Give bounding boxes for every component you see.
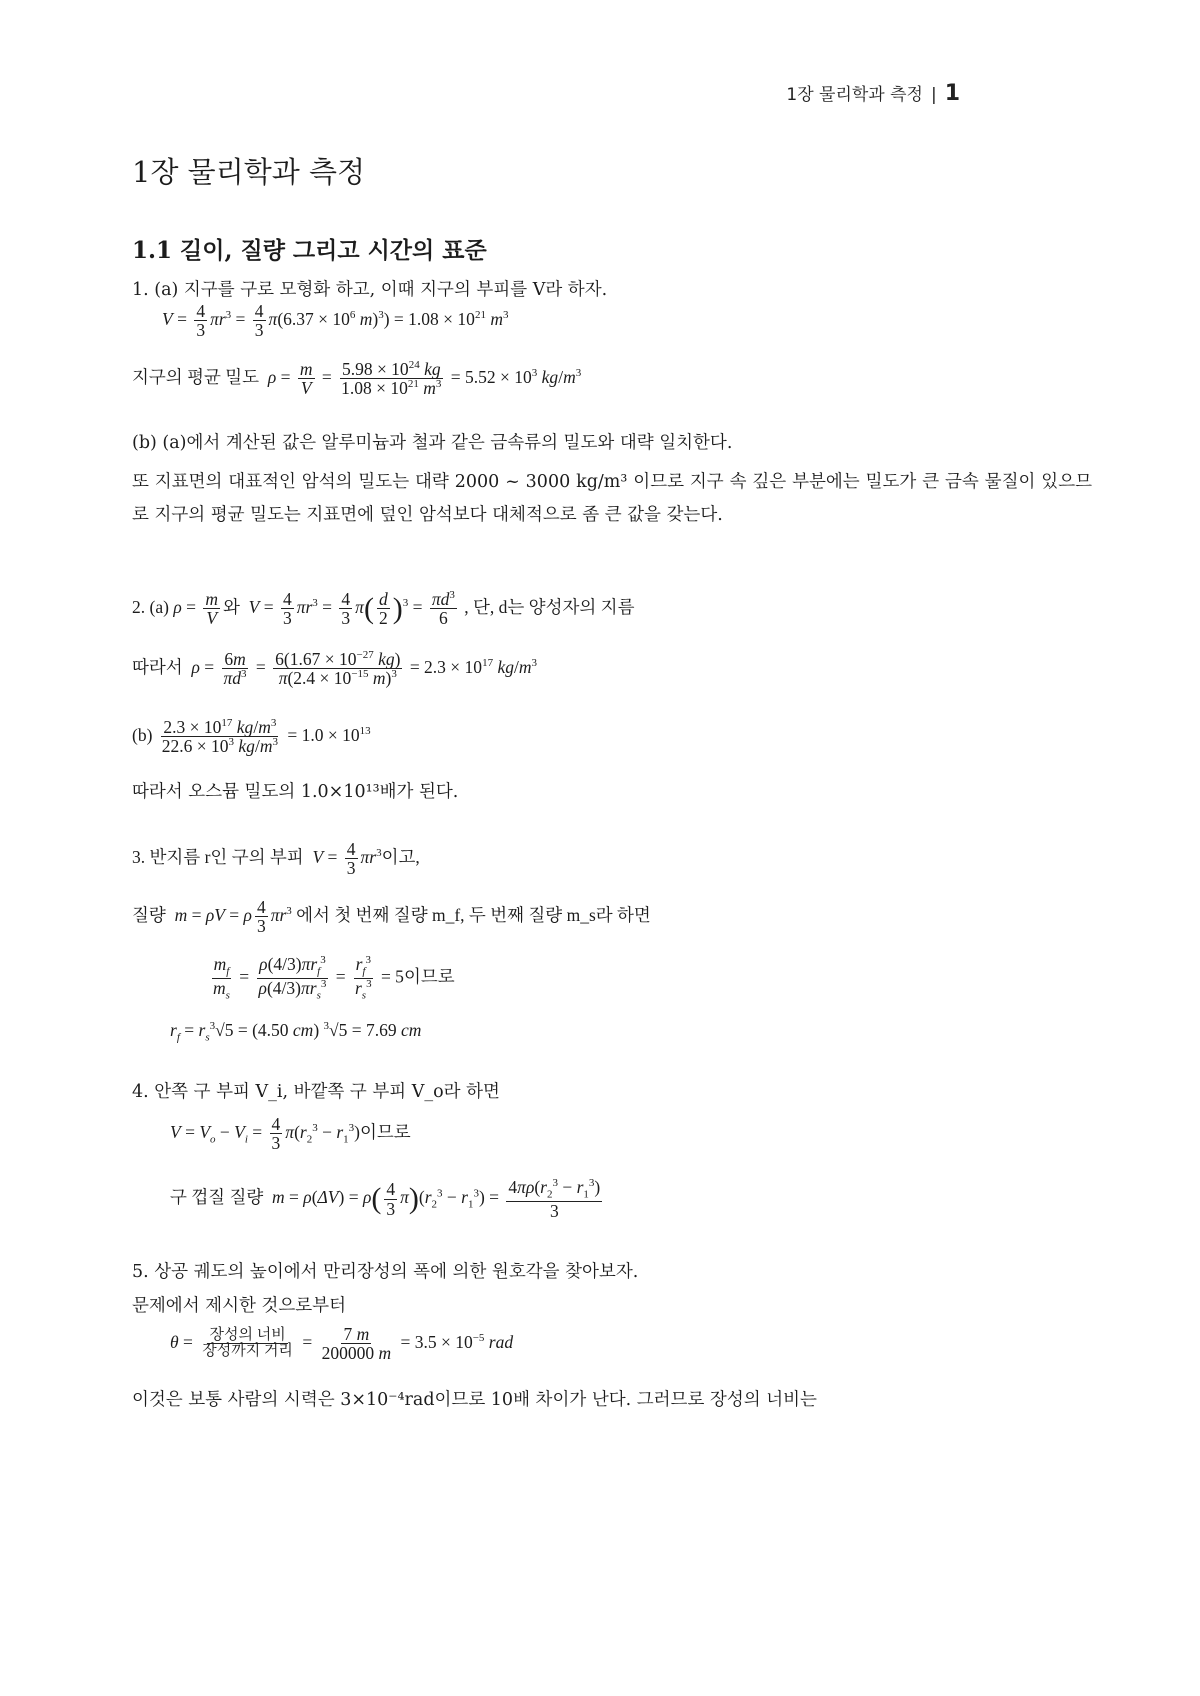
problem-2-result-eq: 따라서 ρ = $\frac{6m}{\pi d^3}$ = $\frac{6(1.67 \times 10^{-27} kg)}{\pi(2.4 \times 10^{-15} m)^3}$ = $2.3 \times 10^{17}$ $kg/m^3$ xyxy=(132,649,537,689)
problem-5-lead: 5. 상공 궤도의 높이에서 만리장성의 폭에 의한 원호각을 찾아보자. xyxy=(132,1262,639,1282)
problem-4-line-tail: 이므로 xyxy=(359,1121,411,1142)
problem-2-b-label: (b) xyxy=(132,724,153,745)
angle-frac-den: 장성까지 거리 xyxy=(202,1343,293,1360)
problem-2-eq: 2. (a) ρ = $\frac{m}{V}$ 와 V = $\frac{4}{3}$ $\pi r^3$ = $\frac{4}{3}$ π( $\frac{d}{2}$ )$^3$ = $\frac{\pi d^3}{6}$ , 단, d는 양성자의 지름 xyxy=(132,589,635,629)
problem-1-paragraph: 또 지표면의 대표적인 암석의 밀도는 대략 2000 ~ 3000 kg/m³ 이므로 지구 속 깊은 부분에는 밀도가 큰 금속 물질이 있으므로 지구의 평균 밀도는 지표면에 덮인 암석보다 대체적으로 좀 큰 값을 갖는다. xyxy=(132,472,1092,525)
problem-3-volume: 3. 반지름 r인 구의 부피 V = $\frac{4}{3}$ $\pi r^3$이고, xyxy=(132,839,420,879)
problem-3-ratio-tail: 이므로 xyxy=(403,966,455,987)
density-label: 지구의 평균 밀도 xyxy=(132,366,260,387)
problem-2-wa: 와 xyxy=(222,596,240,617)
problem-4-volume-eq: $V = V_o - V_i$ = $\frac{4}{3}$ $\pi(r_2^3 - r_1^3)$이므로 xyxy=(170,1114,411,1154)
problem-2-b-eq: (b) $\frac{2.3 \times 10^{17} kg/m^3}{22.6 \times 10^3 kg/m^3}$ = $1.0 \times 10^{13}$ xyxy=(132,717,371,757)
problem-1-b: (b) (a)에서 계산된 값은 알루미늄과 철과 같은 금속류의 밀도와 대략 일치한다. xyxy=(132,433,733,453)
problem-1-volume-eq: V = $\frac{4}{3}$ $\pi r^3$ = $\frac{4}{3}$ $\pi(6.37 \times 10^6$ $m)^3) = 1.08 \times 10^{21}$ $m^3$ xyxy=(162,301,509,341)
problem-2-conclusion: 따라서 오스뮴 밀도의 1.0×10¹³배가 된다. xyxy=(132,782,459,802)
problem-4-shell-eq: 구 껍질 질량 m = ρ(ΔV) = ρ( $\frac{4}{3}$ $\pi)(r_2^3 - r_1^3)$ = $\frac{4\pi\rho(r_2^3 - r_1^3)}{3}$ xyxy=(170,1177,601,1222)
problem-3-lead: 3. 반지름 r인 구의 부피 xyxy=(132,846,304,867)
problem-2-ttaraseo: 따라서 xyxy=(132,656,183,677)
section-title: 1.1 길이, 질량 그리고 시간의 표준 xyxy=(132,237,487,264)
problem-3-mass-tail: 에서 첫 번째 질량 m_f, 두 번째 질량 m_s라 하면 xyxy=(296,904,651,925)
problem-5-sub: 문제에서 제시한 것으로부터 xyxy=(132,1296,346,1316)
problem-3-radius-eq: $r_f = r_s^3√5 = (4.50$ cm) $^3$√5 = 7.69 cm xyxy=(170,1020,422,1044)
chapter-title: 1장 물리학과 측정 xyxy=(132,155,365,189)
angle-frac-num: 장성의 너비 xyxy=(209,1326,286,1343)
problem-2-dan: , 단, d는 양성자의 지름 xyxy=(464,596,635,617)
running-header-chapter: 1장 물리학과 측정 xyxy=(786,85,923,105)
running-header: 1장 물리학과 측정 | 1 xyxy=(786,81,960,106)
problem-3-lead-tail: 이고, xyxy=(381,846,420,867)
problem-1-density-eq: 지구의 평균 밀도 ρ = $\frac{m}{V}$ = $\frac{5.98 \times 10^{24} kg}{1.08 \times 10^{21} m^3}$ = $5.52 \times 10^3$ $kg/m^3$ xyxy=(132,359,582,399)
problem-4-lead: 4. 안쪽 구 부피 V_i, 바깥쪽 구 부피 V_o라 하면 xyxy=(132,1082,500,1102)
problem-3-ratio-eq: $\frac{m_f}{m_s}$ = $\rho(4/3)\pi r_f^3$ $\rho(4/3)\pi r_s^3$ = $\frac{r_f^3}{r_s^3}$ = 5이므로 xyxy=(213,954,455,1002)
page-number: 1 xyxy=(944,81,960,106)
problem-1-intro: 1. (a) 지구를 구로 모형화 하고, 이때 지구의 부피를 V라 하자. xyxy=(132,280,608,300)
problem-5-angle-eq: θ = 장성의 너비 장성까지 거리 = $\frac{7 m}{200000 m}$ = $3.5 \times 10^{-5}$ rad xyxy=(170,1324,514,1364)
problem-4-shell-label: 구 껍질 질량 xyxy=(170,1187,264,1208)
problem-3-mass-lead: 질량 xyxy=(132,904,166,925)
problem-3-mass: 질량 m = ρV = ρ $\frac{4}{3}$ $\pi r^3$ 에서 첫 번째 질량 m_f, 두 번째 질량 m_s라 하면 xyxy=(132,897,651,937)
problem-5-last: 이것은 보통 사람의 시력은 3×10⁻⁴rad이므로 10배 차이가 난다. 그러므로 장성의 너비는 xyxy=(132,1390,817,1410)
problem-2-lead: 2. (a) xyxy=(132,596,169,617)
